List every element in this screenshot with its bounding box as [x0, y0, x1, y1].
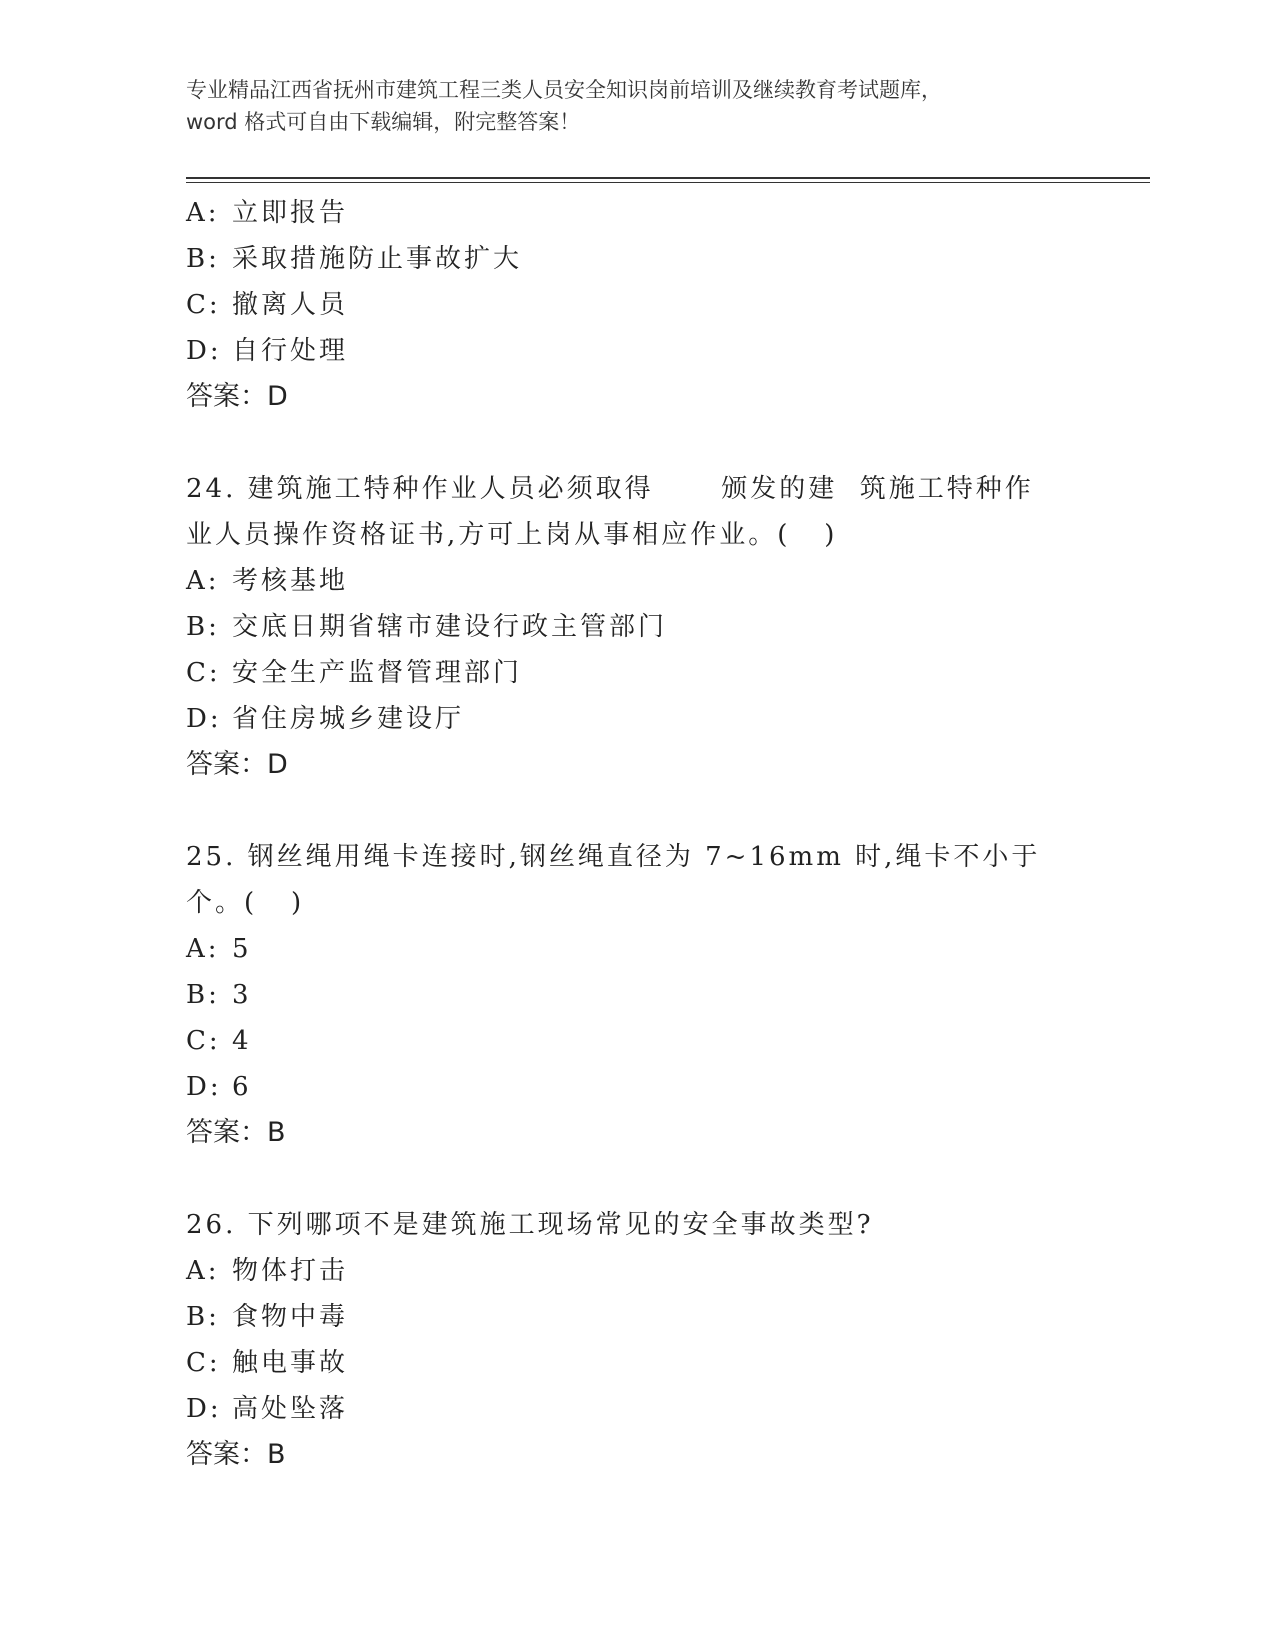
- question-text: [186, 1202, 1146, 1248]
- option-text: 采取措施防止事故扩大: [232, 244, 523, 274]
- header-divider-thin: [186, 182, 1150, 183]
- question-content: [186, 190, 1146, 1478]
- option-a: [186, 558, 1146, 604]
- question-line: 26. 下列哪项不是建筑施工现场常见的安全事故类型?: [186, 1210, 874, 1240]
- option-letter: D:: [186, 704, 222, 734]
- option-letter: B:: [186, 612, 220, 642]
- question-line: 个。( ): [186, 888, 305, 918]
- option-text: 交底日期省辖市建设行政主管部门: [232, 612, 668, 642]
- option-text: 3: [232, 980, 252, 1010]
- option-text: 自行处理: [232, 336, 349, 366]
- header-line-2: word 格式可自由下载编辑，附完整答案！: [186, 110, 581, 134]
- header-line-1: 专业精品江西省抚州市建筑工程三类人员安全知识岗前培训及继续教育考试题库，: [186, 78, 942, 102]
- option-text: 触电事故: [232, 1348, 349, 1378]
- option-letter: B:: [186, 244, 220, 274]
- header-divider-thick: [186, 177, 1150, 179]
- option-text: 安全生产监督管理部门: [232, 658, 523, 688]
- option-letter: B:: [186, 1302, 220, 1332]
- answer-line: 答案：B: [186, 1439, 286, 1470]
- question-continued: [186, 190, 1146, 420]
- answer-line: 答案：B: [186, 1117, 286, 1148]
- question-text: [186, 466, 1146, 558]
- question-26: [186, 1202, 1146, 1478]
- option-text: 考核基地: [232, 566, 349, 596]
- option-c: [186, 282, 1146, 328]
- option-letter: D:: [186, 1072, 222, 1102]
- option-d: [186, 1064, 1146, 1110]
- document-header: [186, 74, 1086, 138]
- option-text: 6: [232, 1072, 252, 1102]
- option-letter: D:: [186, 336, 222, 366]
- option-text: 省住房城乡建设厅: [232, 704, 465, 734]
- option-letter: D:: [186, 1394, 222, 1424]
- option-d: [186, 328, 1146, 374]
- option-b: [186, 972, 1146, 1018]
- option-letter: C:: [186, 658, 221, 688]
- option-b: [186, 604, 1146, 650]
- option-b: [186, 236, 1146, 282]
- option-letter: A:: [186, 198, 220, 228]
- option-letter: A:: [186, 566, 220, 596]
- option-a: [186, 190, 1146, 236]
- option-text: 撤离人员: [232, 290, 349, 320]
- option-letter: C:: [186, 1026, 221, 1056]
- option-letter: B:: [186, 980, 220, 1010]
- answer-line: 答案：D: [186, 381, 288, 412]
- option-a: [186, 926, 1146, 972]
- question-line: 业人员操作资格证书,方可上岗从事相应作业。( ): [186, 520, 838, 550]
- question-text: [186, 834, 1146, 926]
- option-text: 立即报告: [232, 198, 349, 228]
- option-text: 4: [232, 1026, 252, 1056]
- option-d: [186, 1386, 1146, 1432]
- option-c: [186, 1018, 1146, 1064]
- option-c: [186, 650, 1146, 696]
- option-letter: C:: [186, 290, 221, 320]
- option-c: [186, 1340, 1146, 1386]
- option-text: 物体打击: [232, 1256, 349, 1286]
- option-text: 食物中毒: [232, 1302, 349, 1332]
- option-d: [186, 696, 1146, 742]
- question-24: [186, 466, 1146, 788]
- option-a: [186, 1248, 1146, 1294]
- option-text: 5: [232, 934, 252, 964]
- question-25: [186, 834, 1146, 1156]
- option-letter: C:: [186, 1348, 221, 1378]
- option-text: 高处坠落: [232, 1394, 349, 1424]
- answer-line: 答案：D: [186, 749, 288, 780]
- question-line: 25. 钢丝绳用绳卡连接时,钢丝绳直径为 7~16mm 时,绳卡不小于: [186, 842, 1041, 872]
- option-letter: A:: [186, 1256, 220, 1286]
- option-b: [186, 1294, 1146, 1340]
- option-letter: A:: [186, 934, 220, 964]
- question-line: 24. 建筑施工特种作业人员必须取得 颁发的建 筑施工特种作: [186, 474, 1034, 504]
